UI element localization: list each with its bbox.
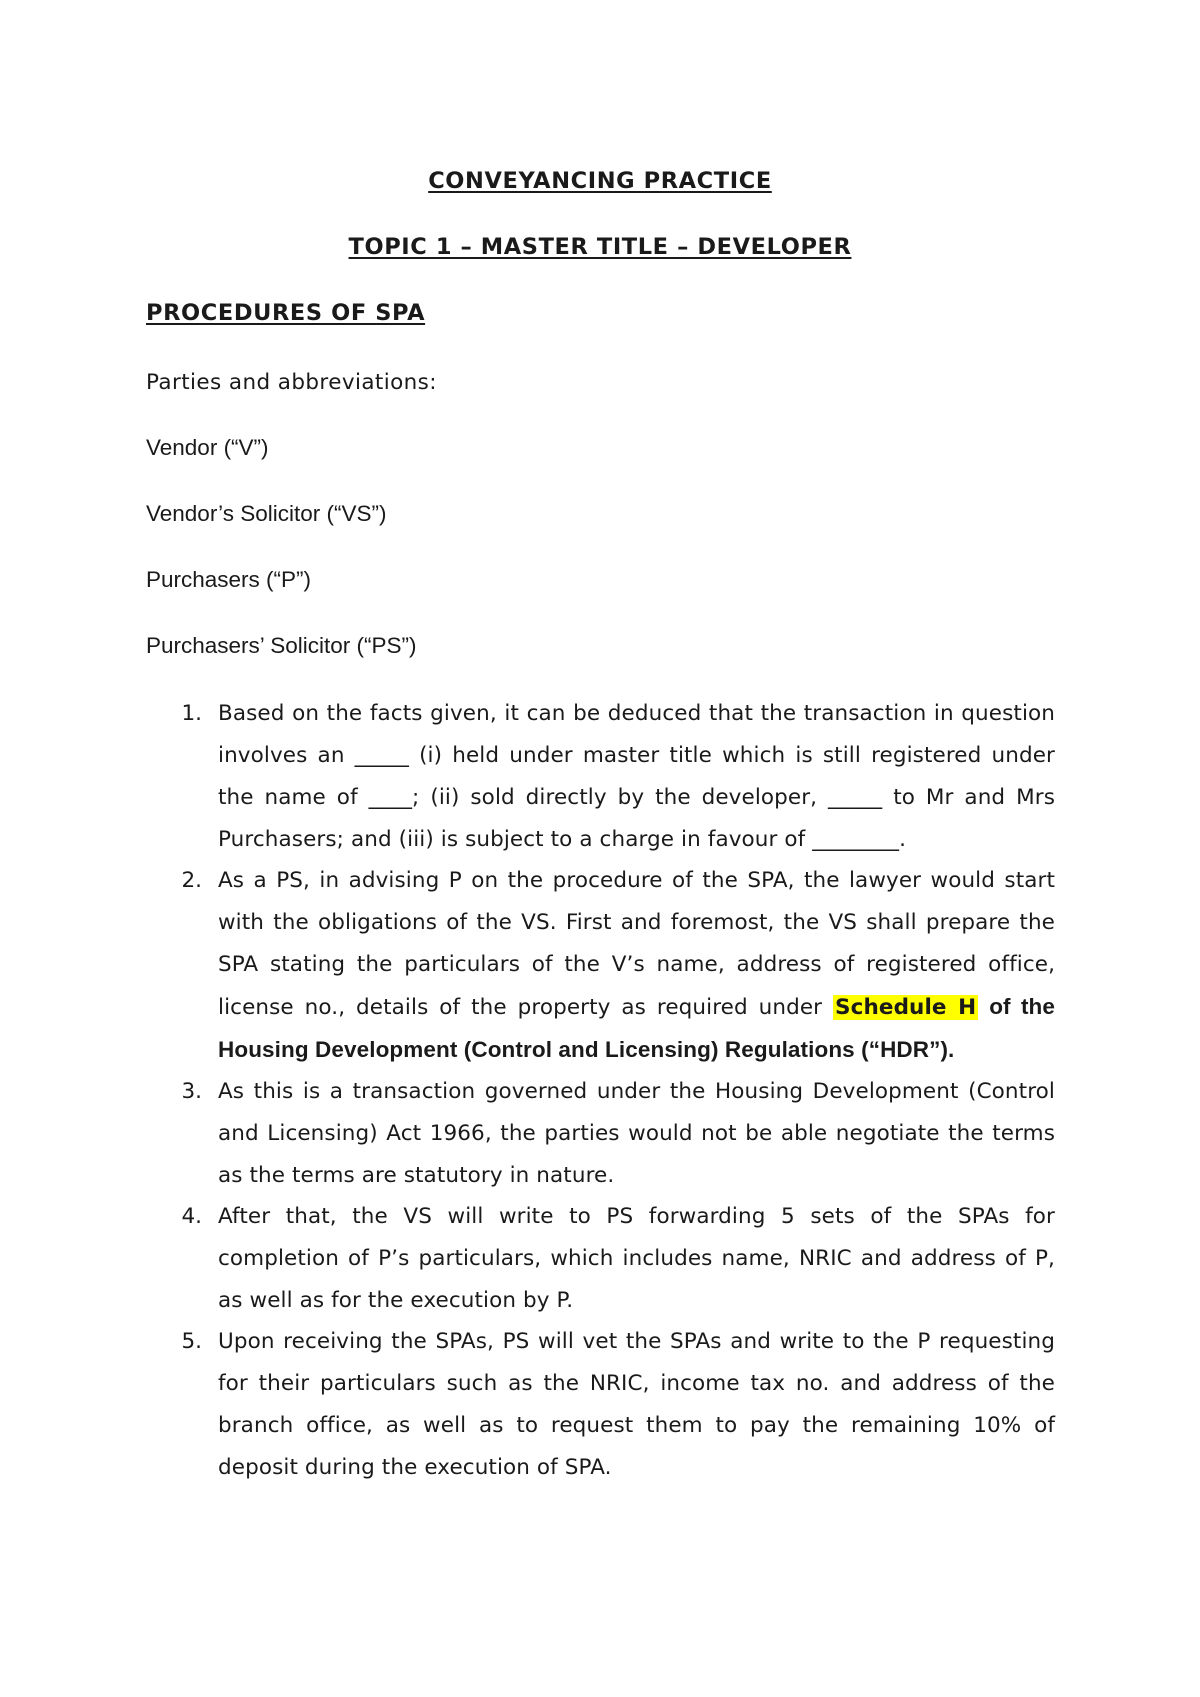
regulation-reference: of the Housing Development (Control and Licensing) Regulations (“HDR”). — [218, 994, 1056, 1062]
list-item-number: 4. — [181, 1204, 202, 1229]
list-item-text-main: As a PS, in advising P on the procedure of the SPA, the lawyer would start with the obligations of the VS. First and foremost, the VS shall prepare the SPA stating the particulars of the V’s name, address of registered office, license no., details of the property as required under — [218, 868, 1055, 1020]
highlighted-schedule-reference: Schedule H — [835, 995, 977, 1020]
list-item-number: 1. — [181, 701, 202, 726]
topic-heading: TOPIC 1 – MASTER TITLE – DEVELOPER — [348, 234, 852, 260]
party-vendor-solicitor: Vendor’s Solicitor (“VS”) — [146, 501, 387, 526]
list-item-text — [218, 860, 1055, 1072]
list-item-number: 2. — [181, 868, 202, 893]
list-item-number: 5. — [181, 1329, 202, 1354]
list-item-text: Upon receiving the SPAs, PS will vet the SPAs and write to the P requesting for their particulars such as the NRIC, income tax no. and address of the branch office, as well as to request them to pay the remaining 10% of deposit during the execution of SPA. — [218, 1329, 1055, 1480]
list-item-text: As this is a transaction governed under the Housing Development (Control and Licensing) Act 1966, the parties would not be able negotiate the terms as the terms are statutory in nature. — [218, 1079, 1055, 1188]
party-vendor: Vendor (“V”) — [146, 435, 269, 460]
list-item-text: Based on the facts given, it can be deduced that the transaction in question involves an _____ (i) held under master title which is still registered under the name of ____; (ii) sold directly by the developer, _____ to Mr and Mrs Purchasers; and (iii) is subject to a charge in favour of ________. — [218, 701, 1055, 852]
party-purchasers-solicitor: Purchasers’ Solicitor (“PS”) — [146, 633, 417, 658]
list-item-number: 3. — [181, 1079, 202, 1104]
section-heading: PROCEDURES OF SPA — [146, 300, 426, 326]
list-item-text: After that, the VS will write to PS forwarding 5 sets of the SPAs for completion of P’s particulars, which includes name, NRIC and address of P, as well as for the execution by P. — [218, 1204, 1055, 1313]
parties-intro: Parties and abbreviations: — [146, 370, 437, 395]
party-purchasers: Purchasers (“P”) — [146, 567, 312, 592]
document-title: CONVEYANCING PRACTICE — [428, 168, 772, 194]
